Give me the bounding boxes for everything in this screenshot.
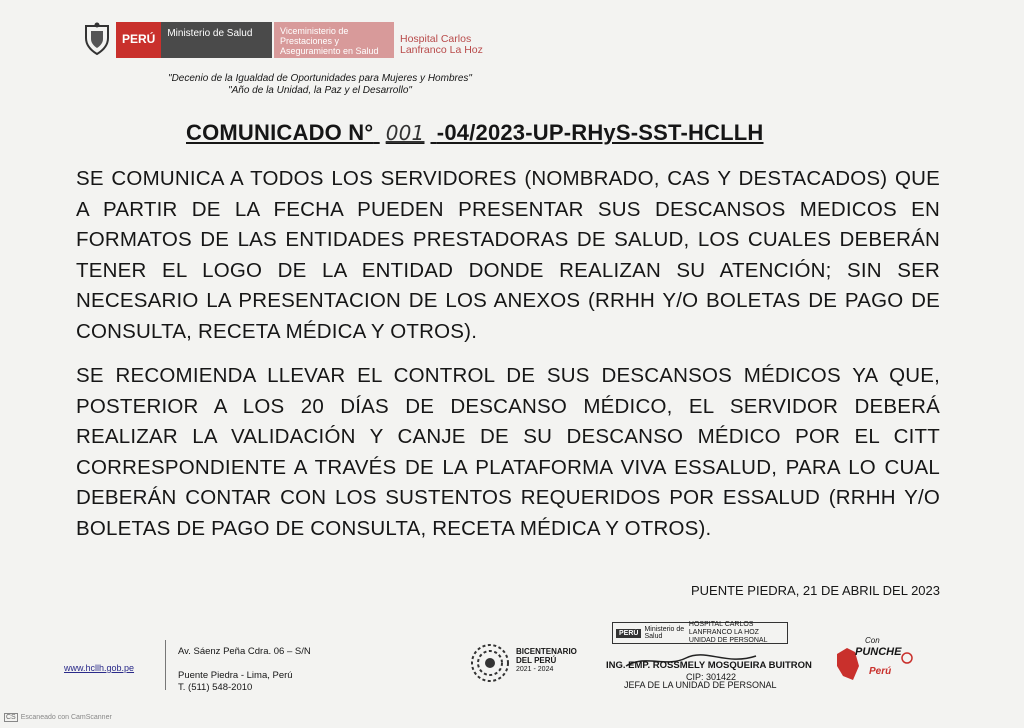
phone: T. (511) 548-2010 — [178, 682, 253, 693]
decenio-text — [140, 73, 500, 97]
stamp-peru: PERÚ — [616, 629, 641, 638]
signer-cip: CIP: 301422 — [686, 672, 737, 682]
scanner-text: Escaneado con CamScanner — [20, 714, 112, 721]
official-stamp — [612, 622, 788, 644]
title-suffix: -04/2023-UP-RHyS-SST-HCLLH — [436, 120, 764, 145]
camscanner-icon: CS — [6, 714, 16, 721]
bicentenario-label: BICENTENARIO — [516, 647, 577, 656]
campaign-peru: Perú — [869, 666, 892, 677]
address-line-2: Puente Piedra - Lima, Perú — [178, 670, 293, 681]
stamp-ministerio: Ministerio de Salud — [644, 626, 685, 640]
stamp-hospital: HOSPITAL CARLOS LANFRANCO LA HOZ — [688, 621, 759, 636]
signer-name: ING. EMP. ROSSMELY MOSQUEIRA BUITRON — [606, 660, 812, 671]
viceministerio-label: Viceministerio de Prestaciones y Aseguramiento en Salud — [274, 22, 394, 58]
paragraph-1: SE COMUNICA A TODOS LOS SERVIDORES (NOMBRADO, CAS Y DESTACADOS) QUE A PARTIR DE LA FECHA PUEDEN PRESENTAR SUS DESCANSOS MEDICOS EN FORMATOS DE LAS ENTIDADES PRESTADORAS DE SALUD, LOS CUALES DEBERÁN TENER EL LOGO DE LA ENTIDAD DONDE REALIZAN SU ATENCIÓN; SIN SER NECESARIO LA PRESENTACION DE LOS ANEXOS (RRHH Y/O BOLETAS DE PAGO DE CONSULTA, RECETA MÉDICA Y OTROS). — [76, 167, 940, 343]
title-prefix: COMUNICADO N° — [186, 120, 374, 145]
bicentenario-logo — [516, 647, 577, 674]
website-link[interactable]: www.hcllh.gob.pe — [64, 663, 135, 673]
document-title — [186, 120, 764, 146]
decenio-line-2: "Año de la Unidad, la Paz y el Desarrollo" — [228, 85, 412, 96]
address-line-1: Av. Sáenz Peña Cdra. 06 – S/N — [178, 646, 311, 657]
title-number: 001 — [385, 121, 425, 145]
bicentenario-sub: DEL PERÚ — [516, 656, 557, 665]
campaign-con: Con — [865, 636, 880, 645]
paragraph-2: SE RECOMIENDA LLEVAR EL CONTROL DE SUS DESCANSOS MÉDICOS YA QUE, POSTERIOR A LOS 20 DÍAS DE DESCANSO MÉDICO, EL SERVIDOR DEBERÁ REALIZAR LA VALIDACIÓN Y CANJE DE SU DESCANSO MÉDICO POR EL CITT CORRESPONDIENTE A TRAVÉS DE LA PLATAFORMA VIVA ESSALUD, PARA LO CUAL DEBERÁN CONTAR CON LOS SUSTENTOS REQUERIDOS POR ESSALUD (RRHH Y/O BOLETAS DE PAGO DE CONSULTA, RECETA MÉDICA Y OTROS). — [76, 364, 940, 540]
hospital-label: Hospital Carlos Lanfranco La Hoz — [400, 33, 483, 56]
stamp-unidad: UNIDAD DE PERSONAL — [688, 637, 768, 644]
stamp-hospital-block — [689, 621, 784, 645]
peru-label: PERÚ — [116, 22, 161, 58]
scanner-watermark — [4, 713, 112, 722]
ministerio-label: Ministerio de Salud — [167, 28, 253, 39]
place-date: PUENTE PIEDRA, 21 DE ABRIL DEL 2023 — [690, 583, 940, 598]
con-punche-peru-logo — [833, 636, 913, 688]
national-shield-icon — [82, 22, 112, 56]
signer-role: JEFA DE LA UNIDAD DE PERSONAL — [624, 680, 777, 690]
bicentenario-icon — [469, 642, 511, 684]
decenio-line-1: "Decenio de la Igualdad de Oportunidades para Mujeres y Hombres" — [168, 73, 472, 84]
footer-divider — [165, 640, 166, 690]
campaign-main: PUNCHE — [855, 646, 902, 658]
minsa-logo — [116, 22, 272, 58]
bicentenario-years: 2021 - 2024 — [516, 666, 554, 673]
address-block — [178, 670, 293, 694]
